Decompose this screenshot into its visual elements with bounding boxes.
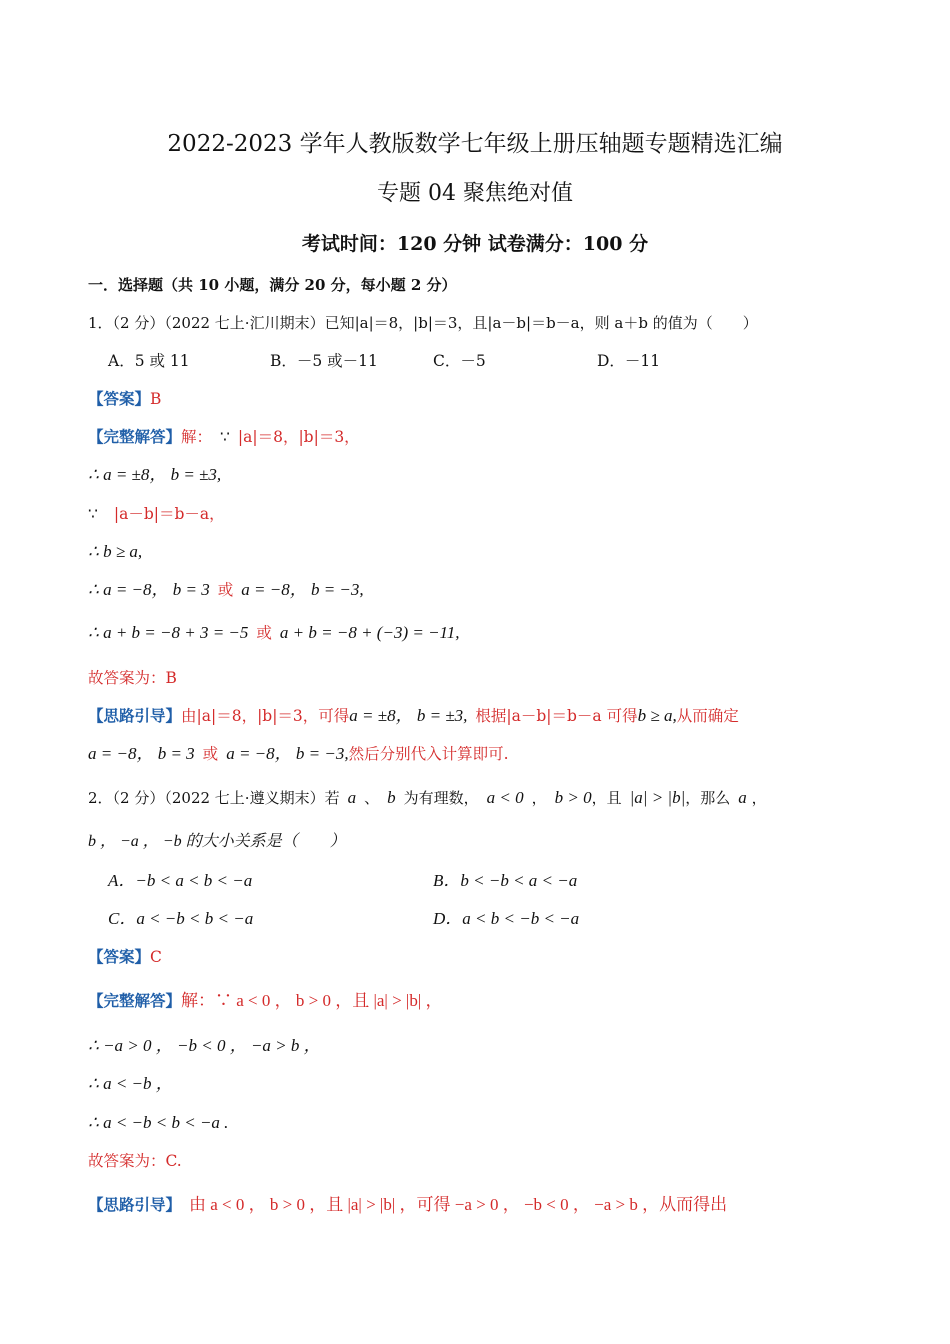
step-3-case-a: ∴ a = −8， b = 3 [88,580,210,599]
hint-math-1: a = ±8， b = ±3, [349,706,468,725]
hint-text-a: 由|a|＝8，|b|＝3，可得 [181,707,350,725]
q2-option-a: A．−b < a < b < −a [108,871,253,890]
or-text: 或 [217,581,234,599]
q2-stem-line-2: b ， −a ， −b 的大小关系是（ ） [88,833,346,850]
step-4-case-b: a + b = −8 + (−3) = −11, [279,623,460,642]
q2-answer [88,947,162,967]
document-title: 2022-2023 学年人教版数学七年级上册压轴题专题精选汇编 [167,131,783,157]
q2-option-b: B．b < −b < a < −a [433,871,578,890]
q2-cond-3: |a| > |b| [629,788,686,807]
or-text: 或 [256,624,272,642]
document-subtitle: 专题 04 聚焦绝对值 [377,181,573,206]
q2-solution-line [88,991,442,1011]
solution-intro: 解： [181,428,213,446]
q2-stem-line-1: 2．（2 分）（2022 七上·遵义期末）若 a 、 b 为有理数， a < 0 ， b > 0，且 |a| > |b|，那么 a ， [88,788,767,807]
q1-stem: 1．（2 分）（2022 七上·汇川期末）已知|a|＝8，|b|＝3，且|a－b|＝b－a，则 a＋b 的值为（ ） [88,314,758,332]
given-2: |a－b|＝b－a， [113,505,225,523]
hint-label: 【思路引导】 [88,706,182,725]
q1-given-2-line [88,504,225,524]
hint-text-d: 然后分别代入计算即可. [348,745,509,763]
answer-label: 【答案】 [88,389,151,408]
solution-text: 解：∵ a < 0 ， b > 0 ，且 |a| > |b| ， [181,991,443,1010]
solution-label: 【完整解答】 [88,991,182,1010]
q2-step-2: ∴ a < −b ， [88,1074,173,1093]
q1-step-1: ∴ a = ±8， b = ±3, [88,465,222,484]
q2-hint [88,1195,727,1215]
q1-hint-line-1 [88,706,739,726]
q1-step-4 [88,623,460,643]
answer-value: C [150,948,162,966]
hint-text-b: 根据|a－b|＝b－a 可得 [475,707,638,725]
q2-stem-text-c: ，且 [591,789,622,807]
q2-cond-1: a < 0 [486,788,524,807]
step-4-case-a: ∴ a + b = −8 + 3 = −5 [88,623,249,642]
solution-label: 【完整解答】 [88,427,182,446]
q1-option-d: D．－11 [597,352,661,370]
q1-option-c: C．－5 [433,352,486,370]
because-symbol: ∵ [220,428,230,446]
answer-label: 【答案】 [88,947,151,966]
answer-value: B [150,390,162,408]
exam-info: 考试时间：120 分钟 试卷满分：100 分 [301,233,649,255]
q2-var-a: a [347,788,357,807]
section-heading: 一．选择题（共 10 小题，满分 20 分，每小题 2 分） [88,276,457,294]
q2-var-b: b [387,788,396,807]
hint-text: 由 a < 0 ， b > 0 ，且 |a| > |b| ，可得 −a > 0 ， −b < 0 ， −a > b ，从而得出 [189,1195,728,1214]
q1-answer [88,389,161,409]
hint-math-2: b ≥ a, [637,706,677,725]
q2-option-d: D．a < b < −b < −a [433,909,580,928]
q1-option-a: A．5 或 11 [108,352,190,370]
q2-conclusion: 故答案为：C. [88,1152,182,1170]
q1-conclusion: 故答案为：B [88,669,177,687]
hint-label: 【思路引导】 [88,1195,182,1214]
q2-stem-text-d: ，那么 [685,789,731,807]
q1-step-3 [88,580,364,600]
given-1: |a|＝8，|b|＝3， [237,428,360,446]
q1-step-2: ∴ b ≥ a, [88,542,143,561]
hint-math-3: a = −8， b = 3 [88,744,195,763]
q2-sep: 、 [364,789,380,807]
q2-stem-text-a: 2．（2 分）（2022 七上·遵义期末）若 [88,789,340,807]
q2-step-3: ∴ a < −b < b < −a . [88,1113,229,1132]
q1-option-b: B．－5 或－11 [270,352,378,370]
q2-step-1: ∴ −a > 0 ， −b < 0 ， −a > b ， [88,1036,321,1055]
hint-text-c: 从而确定 [676,707,739,725]
or-text: 或 [202,745,219,763]
hint-math-4: a = −8， b = −3, [226,744,349,763]
q2-cond-2: b > 0 [554,788,592,807]
q1-hint-line-2 [88,744,509,764]
q1-solution-header [88,427,360,447]
q2-var-a-2: a [738,788,747,807]
step-3-case-b: a = −8， b = −3, [241,580,364,599]
because-symbol: ∵ [88,505,98,523]
q2-option-c: C．a < −b < b < −a [108,909,254,928]
q2-stem-text-b: 为有理数， [403,789,479,807]
